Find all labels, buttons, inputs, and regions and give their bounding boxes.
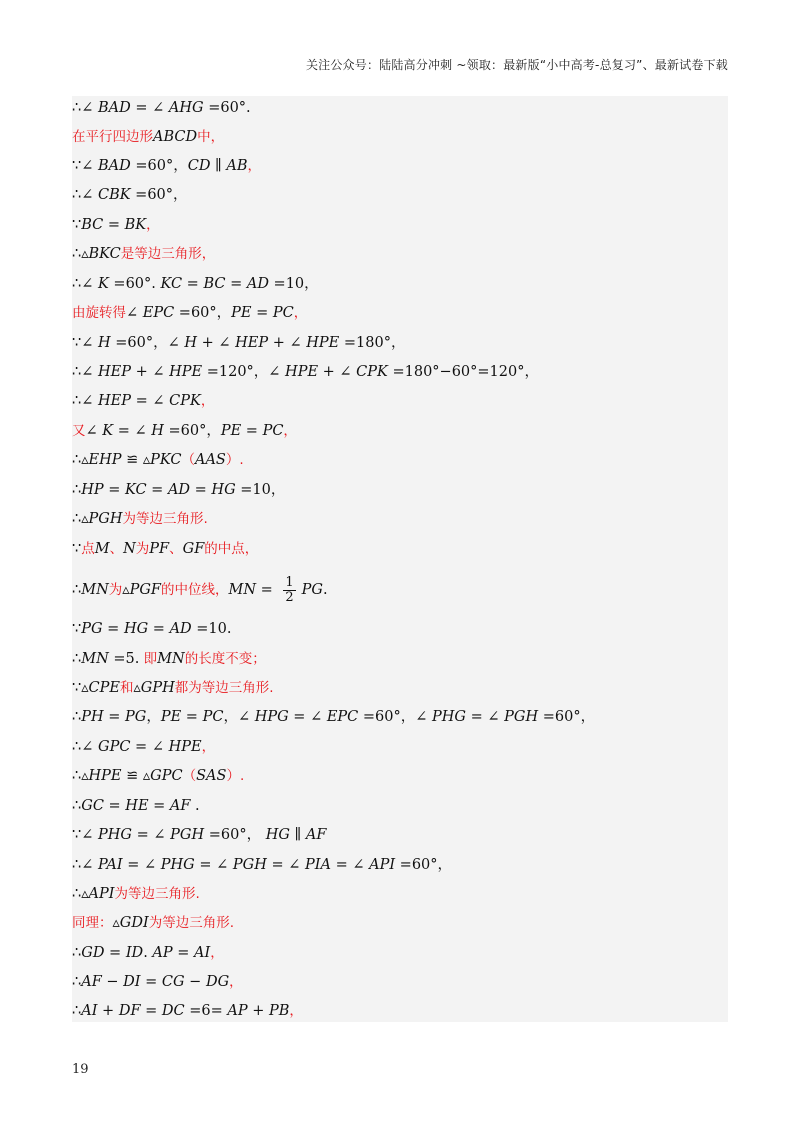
math-text: − xyxy=(101,974,124,990)
math-variable: AF xyxy=(169,798,191,814)
math-variable: HP xyxy=(81,482,104,498)
math-variable: PKC xyxy=(150,452,182,468)
math-variable: ∠ PGH xyxy=(487,709,539,725)
math-variable: MN xyxy=(81,651,109,667)
chinese-text: 同理： xyxy=(72,915,113,931)
page-number: 19 xyxy=(72,1062,89,1077)
solution-line xyxy=(72,242,215,266)
chinese-text: 是等边三角形， xyxy=(120,246,216,262)
solution-line xyxy=(72,572,328,608)
solution-line xyxy=(72,272,319,296)
chinese-text: 即 xyxy=(139,651,158,667)
math-text: = xyxy=(288,709,311,725)
solution-line xyxy=(72,183,188,207)
therefore-because-symbol: ∴ xyxy=(72,857,82,873)
solution-line xyxy=(72,647,266,671)
solution-line xyxy=(72,882,200,906)
math-text: ▵ xyxy=(81,246,89,262)
math-variable: HE xyxy=(125,798,149,814)
math-text: =10， xyxy=(235,482,286,498)
math-text: =60°， xyxy=(358,709,416,725)
solution-line xyxy=(72,676,274,700)
math-text: =6= xyxy=(184,1003,228,1019)
chinese-text: ， xyxy=(201,739,216,755)
math-text: =60°， xyxy=(395,857,453,873)
math-variable: BK xyxy=(124,217,147,233)
chinese-text: 由旋转得 xyxy=(72,305,126,321)
math-variable: CPE xyxy=(88,680,120,696)
math-variable: HG xyxy=(265,827,290,843)
math-variable: GPH xyxy=(140,680,175,696)
math-text: = xyxy=(148,798,170,814)
solution-line xyxy=(72,794,200,818)
math-variable: ∠ EPC xyxy=(126,305,175,321)
math-text: = xyxy=(256,582,278,598)
therefore-because-symbol: ∵ xyxy=(72,621,82,637)
math-variable: HPE xyxy=(88,768,122,784)
math-text: ∥ xyxy=(289,827,306,843)
math-text: + xyxy=(97,1003,119,1019)
math-variable: CG xyxy=(161,974,185,990)
solution-line xyxy=(72,911,234,935)
math-text: = xyxy=(102,621,124,637)
math-variable: GD xyxy=(81,945,105,961)
solution-line xyxy=(72,125,224,149)
math-variable: MN xyxy=(81,582,109,598)
chinese-text: ， xyxy=(283,423,297,439)
math-text: = xyxy=(140,974,162,990)
therefore-because-symbol: ∴ xyxy=(72,945,82,961)
math-text: =60°， xyxy=(174,305,232,321)
chinese-text: 中， xyxy=(197,129,225,145)
math-text: + xyxy=(268,335,290,351)
chinese-text: 为 xyxy=(108,582,123,598)
math-variable: PC xyxy=(272,305,294,321)
chinese-text: （ xyxy=(181,452,195,468)
chinese-text: ）. xyxy=(226,768,245,784)
math-variable: M xyxy=(94,541,110,557)
therefore-because-symbol: ∵ xyxy=(72,158,82,174)
math-variable: ABCD xyxy=(153,129,198,145)
math-variable: PG xyxy=(81,621,103,637)
math-variable: BC xyxy=(81,217,104,233)
fraction-denominator: 2 xyxy=(285,589,294,605)
math-text: = xyxy=(194,857,217,873)
chinese-text: ， xyxy=(146,217,160,233)
math-variable: AD xyxy=(169,621,192,637)
math-text: ▵ xyxy=(122,582,130,598)
math-text: = xyxy=(130,739,152,755)
therefore-because-symbol: ∴ xyxy=(72,768,82,784)
math-variable: ∠ API xyxy=(352,857,396,873)
solution-panel xyxy=(72,96,728,1022)
chinese-text: 在平行四边形 xyxy=(72,129,153,145)
chinese-text: 为等边三角形. xyxy=(114,886,200,902)
math-variable: BKC xyxy=(88,246,121,262)
math-text: − xyxy=(184,974,206,990)
math-variable: AP xyxy=(152,945,173,961)
therefore-because-symbol: ∵ xyxy=(72,827,82,843)
chinese-text: （ xyxy=(182,768,197,784)
chinese-text: ， xyxy=(229,974,243,990)
math-text: ∥ xyxy=(210,158,227,174)
math-text: ， xyxy=(146,709,161,725)
math-text: ≌ ▵ xyxy=(121,452,151,468)
math-text: + xyxy=(130,364,153,380)
math-variable: ∠ CPK xyxy=(152,393,201,409)
math-text: =60°， xyxy=(538,709,596,725)
math-variable: SAS xyxy=(196,768,227,784)
math-text: = xyxy=(190,482,212,498)
math-variable: ∠ HPE xyxy=(289,335,340,351)
solution-line xyxy=(72,941,224,965)
solution-line xyxy=(72,154,261,178)
therefore-because-symbol: ∴ xyxy=(72,100,82,116)
chinese-text: ， xyxy=(200,393,215,409)
math-variable: KC xyxy=(160,276,183,292)
solution-line xyxy=(72,617,232,641)
math-text: =60°. xyxy=(108,276,156,292)
math-variable: AB xyxy=(226,158,248,174)
therefore-because-symbol: ∴ xyxy=(72,246,82,262)
math-variable: ∠ PGH xyxy=(153,827,205,843)
chinese-text: ， xyxy=(247,158,262,174)
page-header: 关注公众号：陆陆高分冲刺 ~领取：最新版“小中高考-总复习”、最新试卷下载 xyxy=(305,58,728,72)
therefore-because-symbol: ∴ xyxy=(72,739,82,755)
math-variable: AD xyxy=(246,276,269,292)
math-variable: N xyxy=(123,541,136,557)
math-variable: ∠ HPG xyxy=(237,709,289,725)
math-variable: ∠ EPC xyxy=(310,709,359,725)
therefore-because-symbol: ∵ xyxy=(72,541,82,557)
math-variable: GPC xyxy=(150,768,183,784)
solution-line xyxy=(72,507,208,531)
math-text: = xyxy=(330,857,353,873)
math-variable: ∠ PHG xyxy=(415,709,466,725)
math-text: = xyxy=(225,276,247,292)
math-variable: ∠ HEP xyxy=(81,364,131,380)
therefore-because-symbol: ∴ xyxy=(72,364,82,380)
math-variable: HG xyxy=(123,621,149,637)
math-text: ▵ xyxy=(133,680,141,696)
therefore-because-symbol: ∴ xyxy=(72,974,82,990)
math-variable: ∠ BAD xyxy=(81,100,131,116)
math-variable: PB xyxy=(268,1003,290,1019)
solution-line xyxy=(72,301,307,325)
solution-line xyxy=(72,853,452,877)
math-variable: ∠ HPE xyxy=(151,739,202,755)
math-variable: API xyxy=(88,886,115,902)
math-variable: ∠ AHG xyxy=(152,100,204,116)
therefore-because-symbol: ∴ xyxy=(72,482,82,498)
solution-line xyxy=(72,360,539,384)
math-variable: ∠ HPE xyxy=(268,364,319,380)
math-variable: PG xyxy=(125,709,147,725)
math-variable: ∠ PHG xyxy=(81,827,132,843)
math-variable: ∠ H xyxy=(167,335,198,351)
math-variable: EHP xyxy=(88,452,122,468)
therefore-because-symbol: ∴ xyxy=(72,651,82,667)
math-variable: GDI xyxy=(119,915,149,931)
therefore-because-symbol: ∴ xyxy=(72,187,82,203)
math-variable: PE xyxy=(231,305,252,321)
math-text: = xyxy=(140,1003,162,1019)
therefore-because-symbol: ∴ xyxy=(72,511,82,527)
math-text: ▵ xyxy=(81,511,89,527)
math-variable: ∠ HEP xyxy=(81,393,131,409)
math-variable: ∠ H xyxy=(81,335,111,351)
solution-line xyxy=(72,331,405,355)
chinese-text: 和 xyxy=(119,680,134,696)
therefore-because-symbol: ∵ xyxy=(72,217,82,233)
solution-line xyxy=(72,96,251,120)
math-text: =180°−60°=120°， xyxy=(387,364,539,380)
math-variable: PGF xyxy=(129,582,161,598)
therefore-because-symbol: ∴ xyxy=(72,709,82,725)
chinese-text: 的长度不变； xyxy=(184,651,266,667)
math-variable: GC xyxy=(81,798,104,814)
math-variable: GF xyxy=(182,541,205,557)
math-variable: PGH xyxy=(88,511,123,527)
math-text: ▵ xyxy=(81,886,89,902)
math-text: =120°， xyxy=(202,364,269,380)
math-variable: AF xyxy=(81,974,102,990)
solution-line xyxy=(72,705,595,729)
math-text: =60°， xyxy=(130,187,188,203)
math-variable: ∠ GPC xyxy=(81,739,131,755)
math-variable: PE xyxy=(160,709,182,725)
math-text: =60°， xyxy=(163,423,221,439)
math-text: = xyxy=(103,798,126,814)
math-text: + xyxy=(247,1003,269,1019)
math-variable: ∠ CPK xyxy=(339,364,388,380)
math-text: = xyxy=(122,857,144,873)
math-text: =60°， xyxy=(130,158,188,174)
math-text: = xyxy=(131,827,154,843)
chinese-text: 点 xyxy=(81,541,95,557)
math-variable: AP xyxy=(227,1003,248,1019)
therefore-because-symbol: ∵ xyxy=(72,335,82,351)
solution-line xyxy=(72,764,244,788)
math-variable: AI xyxy=(81,1003,98,1019)
math-variable: DC xyxy=(161,1003,185,1019)
math-text: + xyxy=(197,335,219,351)
math-text: = xyxy=(465,709,488,725)
chinese-text: 又 xyxy=(72,423,86,439)
chinese-text: ）. xyxy=(225,452,244,468)
math-variable: ∠ H xyxy=(134,423,164,439)
math-text: ▵ xyxy=(81,452,89,468)
solution-line xyxy=(72,448,244,472)
math-variable: PG xyxy=(301,582,324,598)
chinese-text: 的中位线， xyxy=(160,582,229,598)
math-text: =10. xyxy=(191,621,232,637)
math-text: = xyxy=(266,857,289,873)
math-variable: ∠ PIA xyxy=(288,857,331,873)
math-variable: MN xyxy=(157,651,185,667)
solution-line xyxy=(72,999,303,1023)
solution-line xyxy=(72,823,326,847)
math-text: =10， xyxy=(268,276,319,292)
solution-line xyxy=(72,213,160,237)
math-text: = xyxy=(181,709,203,725)
therefore-because-symbol: ∴ xyxy=(72,886,82,902)
chinese-text: 为等边三角形. xyxy=(122,511,208,527)
math-variable: ∠ BAD xyxy=(81,158,131,174)
math-text: = xyxy=(130,393,153,409)
math-variable: AD xyxy=(167,482,191,498)
therefore-because-symbol: ∴ xyxy=(72,393,82,409)
math-text: = xyxy=(146,482,168,498)
math-variable: AAS xyxy=(194,452,226,468)
chinese-text: 为 xyxy=(135,541,150,557)
math-variable: PC xyxy=(202,709,224,725)
math-variable: DI xyxy=(123,974,141,990)
math-text: = xyxy=(241,423,263,439)
math-text: = xyxy=(103,217,125,233)
solution-line xyxy=(72,970,243,994)
math-text: =60°， xyxy=(110,335,168,351)
math-text: = xyxy=(148,621,170,637)
math-text: = xyxy=(113,423,135,439)
math-text: =60°. xyxy=(203,100,251,116)
math-text: = xyxy=(182,276,204,292)
math-text: ▵ xyxy=(112,915,120,931)
math-variable: PF xyxy=(149,541,170,557)
math-text: ▵ xyxy=(81,680,89,696)
chinese-text: 、 xyxy=(109,541,124,557)
math-text: =60°， xyxy=(204,827,266,843)
chinese-text: ， xyxy=(289,1003,303,1019)
therefore-because-symbol: ∵ xyxy=(72,680,82,696)
therefore-because-symbol: ∴ xyxy=(72,582,82,598)
math-variable: ∠ PGH xyxy=(216,857,267,873)
math-text: = xyxy=(172,945,195,961)
math-variable: ∠ HPE xyxy=(152,364,203,380)
solution-line xyxy=(72,537,258,561)
math-text: . xyxy=(323,582,328,598)
math-text: ≌ ▵ xyxy=(121,768,151,784)
math-variable: CD xyxy=(187,158,211,174)
math-variable: ID xyxy=(125,945,144,961)
chinese-text: 、 xyxy=(169,541,183,557)
math-variable: AI xyxy=(194,945,211,961)
math-variable: ∠ PAI xyxy=(81,857,123,873)
math-variable: ∠ CBK xyxy=(81,187,131,203)
math-text: = xyxy=(104,945,126,961)
math-text: . xyxy=(190,798,200,814)
therefore-because-symbol: ∴ xyxy=(72,276,82,292)
math-variable: PE xyxy=(220,423,242,439)
math-variable: KC xyxy=(125,482,147,498)
therefore-because-symbol: ∴ xyxy=(72,1003,82,1019)
math-variable: BC xyxy=(203,276,226,292)
math-variable: ∠ HEP xyxy=(218,335,269,351)
math-variable: DG xyxy=(205,974,230,990)
math-variable: PH xyxy=(81,709,104,725)
fraction xyxy=(283,576,295,605)
chinese-text: 为等边三角形. xyxy=(148,915,235,931)
math-text: = xyxy=(103,709,126,725)
math-text: =180°， xyxy=(339,335,406,351)
therefore-because-symbol: ∴ xyxy=(72,798,82,814)
math-variable: DF xyxy=(118,1003,141,1019)
fraction-numerator: 1 xyxy=(285,574,294,590)
math-variable: PC xyxy=(262,423,284,439)
solution-line xyxy=(72,735,215,759)
math-variable: ∠ K xyxy=(85,423,114,439)
math-text: . xyxy=(143,945,148,961)
math-text: ， xyxy=(223,709,238,725)
math-variable: AF xyxy=(305,827,327,843)
math-text: = xyxy=(103,482,126,498)
chinese-text: ， xyxy=(210,945,224,961)
chinese-text: 的中点， xyxy=(204,541,259,557)
math-text: =5. xyxy=(108,651,140,667)
solution-line xyxy=(72,478,285,502)
solution-line xyxy=(72,389,214,413)
math-variable: ∠ PHG xyxy=(144,857,195,873)
chinese-text: 都为等边三角形. xyxy=(174,680,274,696)
chinese-text: ， xyxy=(293,305,308,321)
math-text: = xyxy=(130,100,153,116)
solution-line xyxy=(72,419,297,443)
math-variable: HG xyxy=(211,482,236,498)
math-text: + xyxy=(318,364,340,380)
math-text: = xyxy=(251,305,273,321)
math-variable: ∠ K xyxy=(81,276,109,292)
math-variable: MN xyxy=(228,582,257,598)
math-text: ▵ xyxy=(81,768,89,784)
therefore-because-symbol: ∴ xyxy=(72,452,82,468)
